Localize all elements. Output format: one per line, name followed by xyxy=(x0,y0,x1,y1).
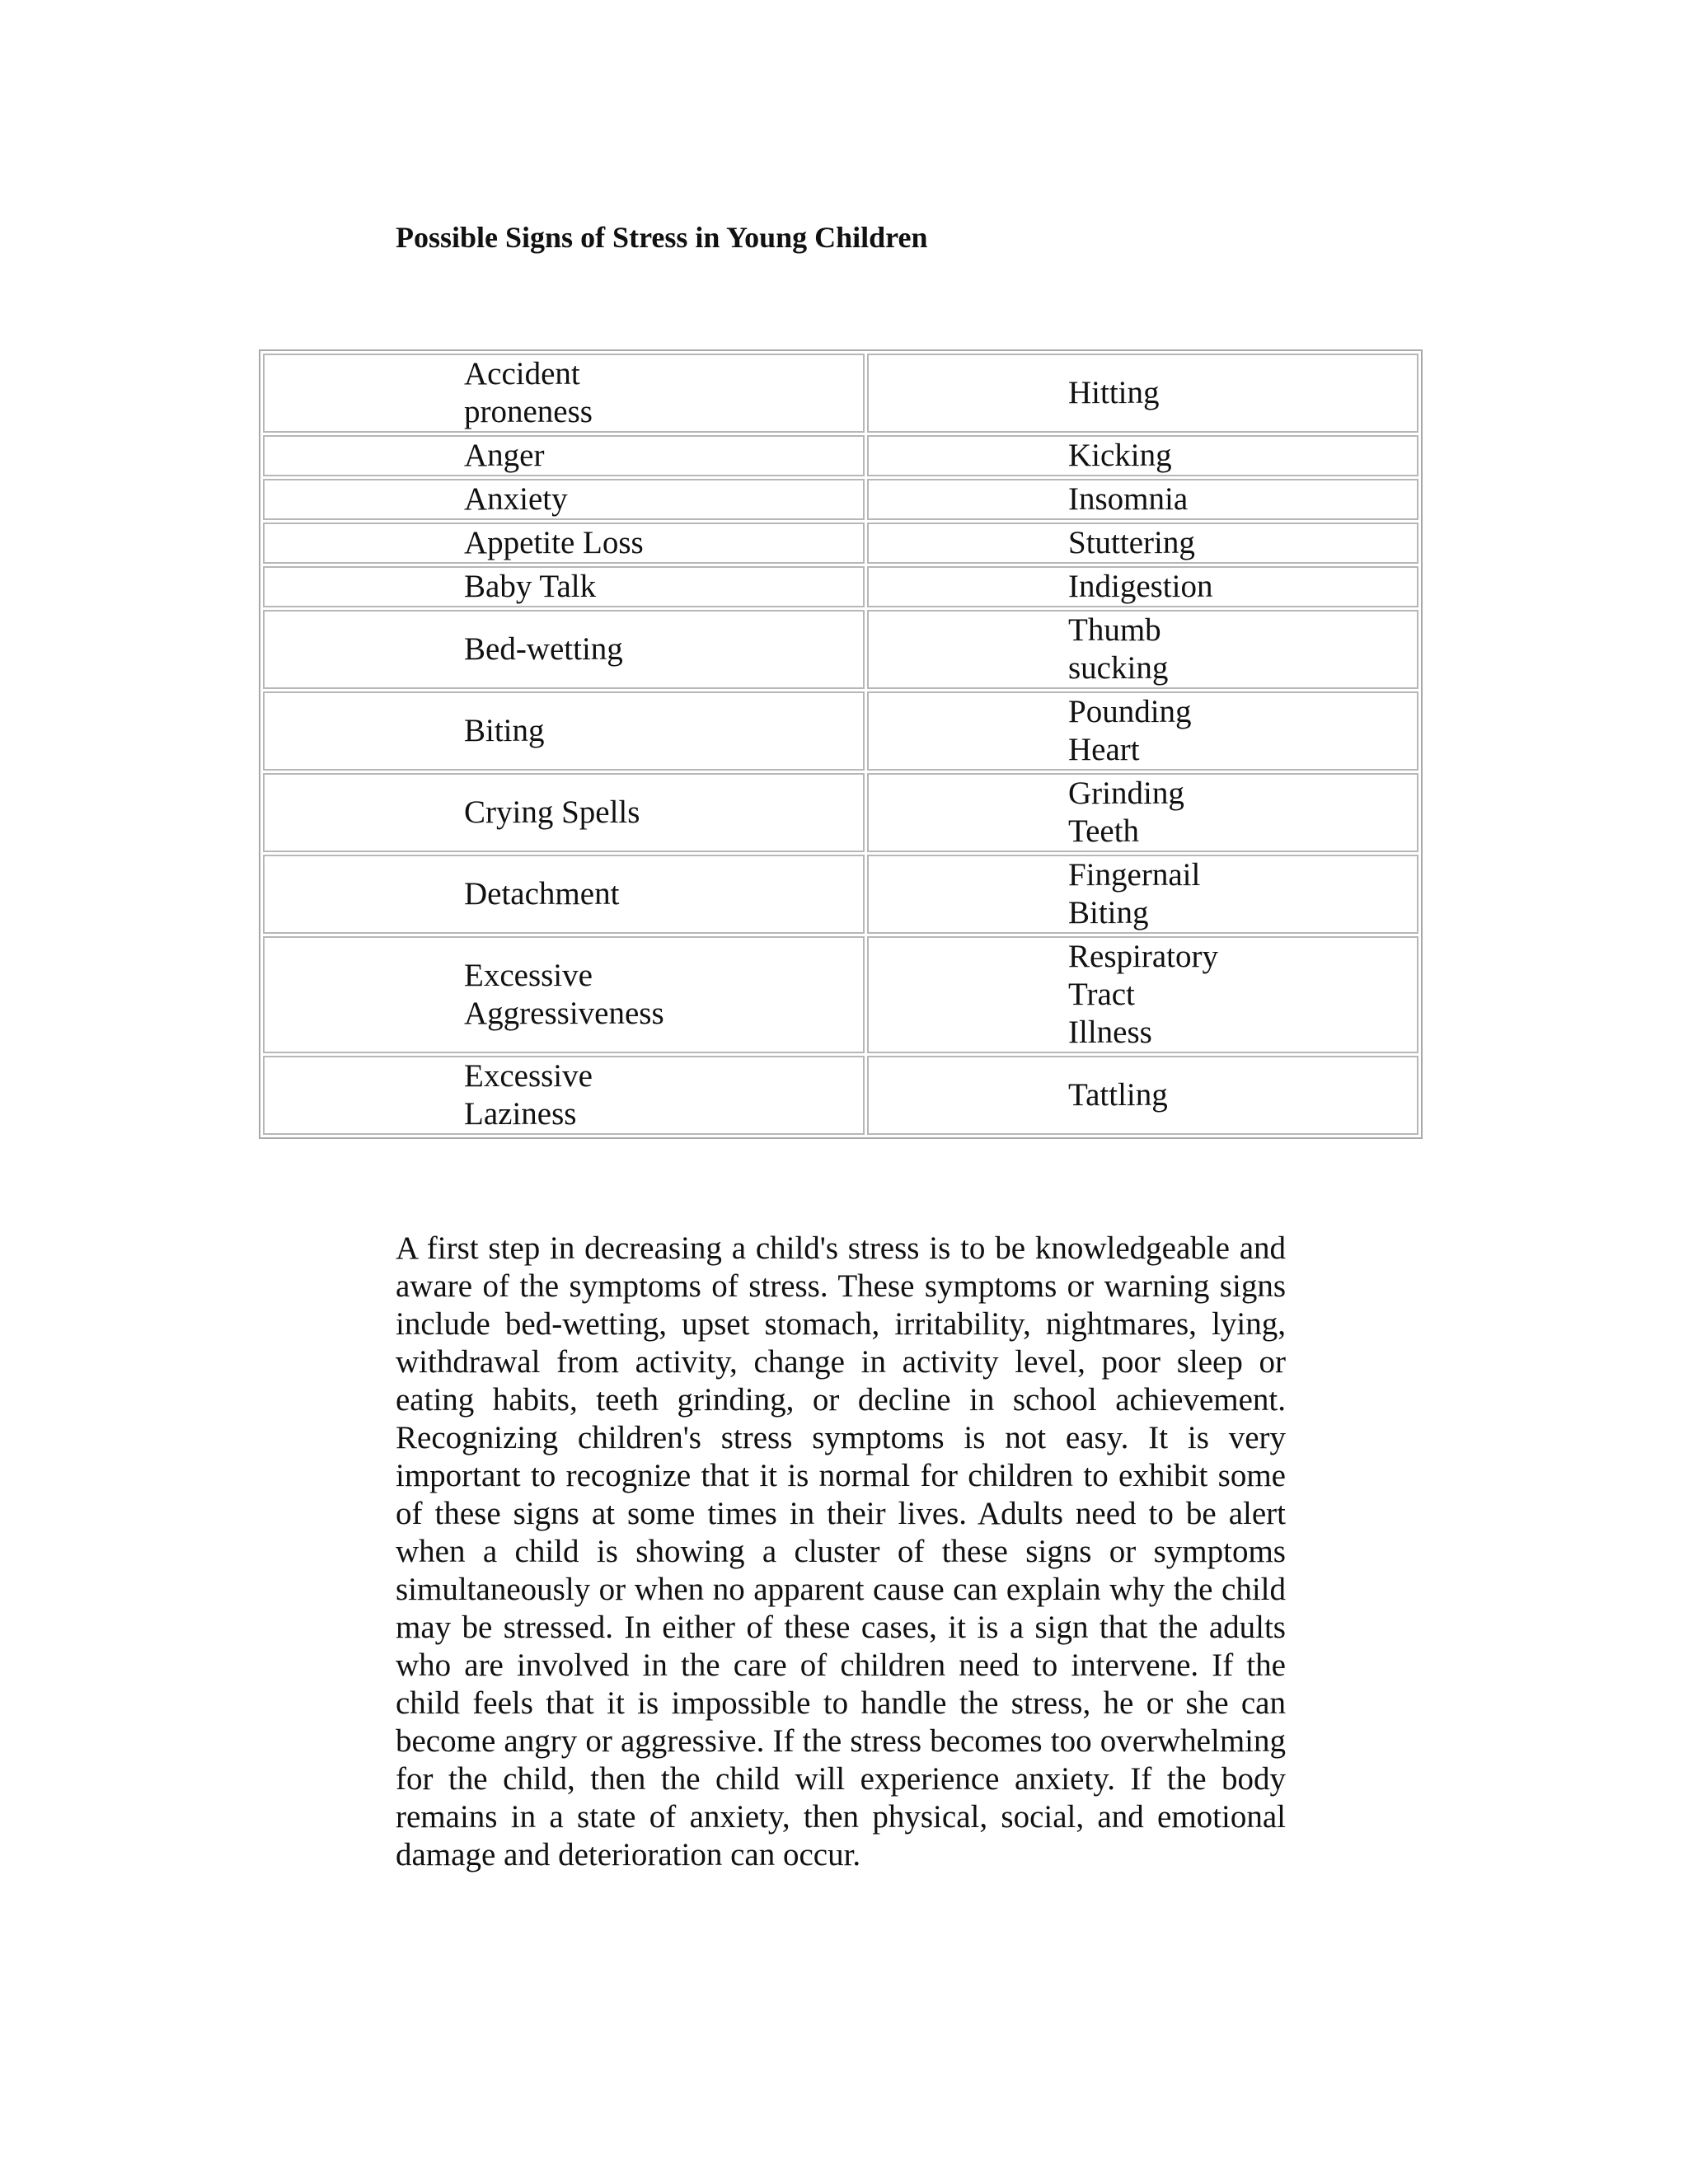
table-cell-left xyxy=(263,566,865,607)
table-cell-right xyxy=(867,566,1418,607)
sign-label: Stuttering xyxy=(1068,525,1195,560)
sign-label: Indigestion xyxy=(1068,569,1213,604)
sign-label: Thumb sucking xyxy=(1068,612,1169,686)
sign-label: Appetite Loss xyxy=(464,525,644,560)
table-cell-left xyxy=(263,479,865,520)
table-row xyxy=(263,936,1418,1053)
table-cell-right xyxy=(867,691,1418,771)
page-title: Possible Signs of Stress in Young Children xyxy=(396,221,928,255)
sign-label: Grinding Teeth xyxy=(1068,776,1184,849)
sign-label: Anger xyxy=(464,438,545,473)
table-cell-left xyxy=(263,855,865,934)
table-cell-right xyxy=(867,855,1418,934)
table-cell-left xyxy=(263,610,865,689)
sign-label: Pounding Heart xyxy=(1068,694,1192,767)
table-row xyxy=(263,855,1418,934)
sign-label: Fingernail Biting xyxy=(1068,857,1201,930)
sign-label: Accident proneness xyxy=(464,356,593,429)
table-row xyxy=(263,773,1418,852)
table-cell-right xyxy=(867,610,1418,689)
sign-label: Baby Talk xyxy=(464,569,597,604)
table-cell-right xyxy=(867,479,1418,520)
table-row xyxy=(263,354,1418,433)
table-row xyxy=(263,1056,1418,1135)
sign-label: Biting xyxy=(464,713,545,748)
table-cell-right xyxy=(867,936,1418,1053)
table-row xyxy=(263,566,1418,607)
table-cell-left xyxy=(263,1056,865,1135)
sign-label: Insomnia xyxy=(1068,481,1189,517)
table-cell-left xyxy=(263,691,865,771)
sign-label: Kicking xyxy=(1068,438,1172,473)
table-row xyxy=(263,435,1418,476)
table-row xyxy=(263,523,1418,564)
sign-label: Anxiety xyxy=(464,481,568,517)
table-cell-left xyxy=(263,354,865,433)
table-cell-left xyxy=(263,435,865,476)
table-row xyxy=(263,479,1418,520)
table-cell-right xyxy=(867,1056,1418,1135)
stress-signs-table xyxy=(259,349,1423,1139)
sign-label: Excessive Laziness xyxy=(464,1058,593,1132)
body-paragraph: A first step in decreasing a child's stress is to be knowledgeable and aware of the symptoms of stress. These symptoms or warning signs include bed-wetting, upset stomach, irritability, nightmares, lying, withdrawal from activity, change in activity level, poor sleep or eating habits, teeth grinding, or decline in school achievement. Recognizing children's stress symptoms is not easy. It is very important to recognize that it is normal for children to exhibit some of these signs at some times in their lives. Adults need to be alert when a child is showing a cluster of these signs or symptoms simultaneously or when no apparent cause can explain why the child may be stressed. In either of these cases, it is a sign that the adults who are involved in the care of children need to intervene. If the child feels that it is impossible to handle the stress, he or she can become angry or aggressive. If the stress becomes too overwhelming for the child, then the child will experience anxiety. If the body remains in a state of anxiety, then physical, social, and emotional damage and deterioration can occur. xyxy=(396,1230,1286,1872)
table-row xyxy=(263,610,1418,689)
table-cell-right xyxy=(867,354,1418,433)
table-cell-left xyxy=(263,936,865,1053)
table-cell-left xyxy=(263,773,865,852)
sign-label: Detachment xyxy=(464,876,620,912)
table-cell-right xyxy=(867,435,1418,476)
table-cell-right xyxy=(867,523,1418,564)
sign-label: Tattling xyxy=(1068,1077,1168,1113)
table-row xyxy=(263,691,1418,771)
table-cell-left xyxy=(263,523,865,564)
sign-label: Crying Spells xyxy=(464,794,640,830)
table-cell-right xyxy=(867,773,1418,852)
sign-label: Hitting xyxy=(1068,375,1160,410)
sign-label: Excessive Aggressiveness xyxy=(464,958,664,1031)
sign-label: Respiratory Tract Illness xyxy=(1068,939,1218,1050)
sign-label: Bed-wetting xyxy=(464,631,623,667)
